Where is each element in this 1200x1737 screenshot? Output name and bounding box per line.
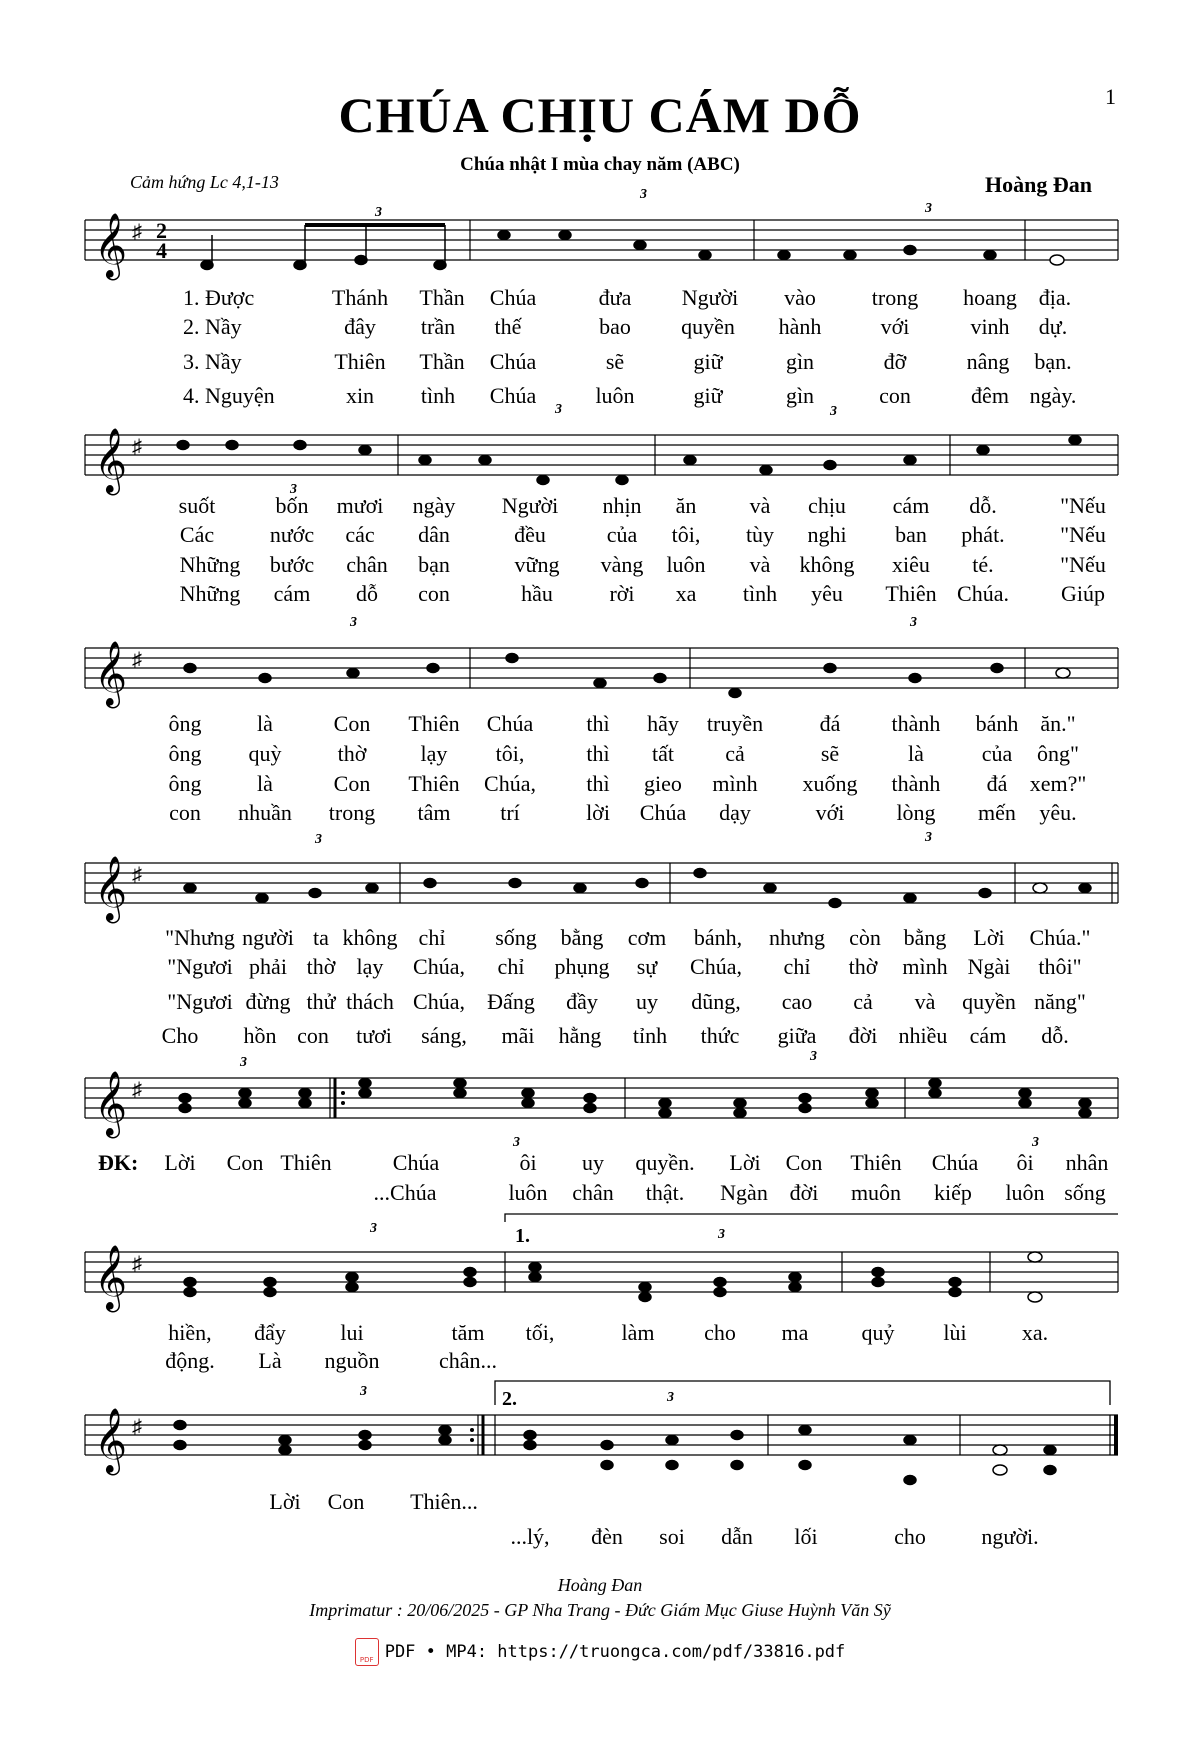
lyric: Thiên: [850, 1150, 902, 1175]
lyric: bốn: [275, 493, 309, 518]
lyric: Chúa: [489, 349, 537, 374]
svg-text:♯: ♯: [132, 221, 142, 243]
lyric: bằng: [560, 925, 604, 950]
lyric: truyền: [706, 711, 764, 736]
lyric: chịu: [808, 493, 846, 518]
svg-text:3: 3: [290, 482, 297, 497]
lyric: Chúa,: [690, 954, 742, 979]
lyric: sáng,: [421, 1023, 467, 1048]
lyric: luôn: [508, 1180, 548, 1205]
lyric: năng": [1034, 989, 1086, 1014]
lyric: đời: [848, 1023, 878, 1048]
lyric: dân: [418, 522, 450, 547]
lyric: Thiên: [408, 771, 460, 796]
svg-text:𝄞: 𝄞: [94, 1073, 128, 1135]
lyric: ăn: [675, 493, 697, 518]
lyric: thì: [586, 771, 610, 796]
svg-text:3: 3: [910, 615, 917, 630]
svg-text:3: 3: [240, 1055, 247, 1070]
lyric: Cho: [161, 1023, 199, 1048]
lyric: lạy: [420, 741, 448, 766]
lyric: quyền.: [635, 1150, 695, 1175]
lyric: 2. Nầy: [183, 314, 242, 339]
footer-imprimatur: Imprimatur : 20/06/2025 - GP Nha Trang - Đức Giám Mục Giuse Huỳnh Văn Sỹ: [309, 1600, 891, 1620]
lyric: con: [879, 383, 911, 408]
svg-text:♯: ♯: [132, 1253, 142, 1275]
lyric: "Nếu: [1060, 552, 1106, 577]
lyric: con: [418, 581, 450, 606]
lyric: Chúa.: [957, 581, 1009, 606]
lyric: thờ: [848, 954, 878, 979]
lyric: ban: [895, 522, 927, 547]
music-system-7: [0, 1385, 1200, 1555]
svg-text:3: 3: [315, 832, 322, 847]
lyric: ta: [313, 925, 329, 950]
lyric: đưa: [598, 285, 632, 310]
lyric: sống: [1064, 1180, 1106, 1205]
svg-text:♯: ♯: [132, 436, 142, 458]
svg-text:𝄞: 𝄞: [94, 1247, 128, 1309]
lyric: trong: [871, 285, 919, 310]
lyric: ăn.": [1040, 711, 1076, 736]
lyric: Con: [785, 1150, 823, 1175]
lyric: muôn: [850, 1180, 902, 1205]
lyric: Đấng: [487, 989, 535, 1014]
lyric: tâm: [417, 800, 451, 825]
lyric: động.: [165, 1348, 215, 1373]
lyric: giữ: [693, 383, 723, 408]
music-system-4: [0, 830, 1200, 1048]
lyric: tăm: [451, 1320, 485, 1345]
lyric: nâng: [966, 349, 1010, 374]
lyric: quỳ: [248, 741, 282, 766]
lyric: xuống: [802, 771, 858, 796]
lyric: cho: [704, 1320, 736, 1345]
lyric: Con: [327, 1489, 365, 1514]
lyric: "Ngươi: [167, 954, 233, 979]
lyric: xa.: [1021, 1320, 1049, 1345]
lyric: quyền: [681, 314, 735, 339]
lyric: hãy: [647, 711, 679, 736]
lyric: nước: [269, 522, 315, 547]
lyric: Chúa: [392, 1150, 440, 1175]
pdf-file-icon: [355, 1638, 379, 1666]
lyric: đầy: [566, 989, 598, 1014]
lyric: cơm: [627, 925, 667, 950]
lyric: và: [749, 552, 771, 577]
lyric: Chúa: [931, 1150, 979, 1175]
volta-label: 2.: [502, 1388, 517, 1410]
lyric: thì: [586, 741, 610, 766]
lyric: cám: [969, 1023, 1007, 1048]
lyric: Ngàn: [720, 1180, 768, 1205]
svg-text:3: 3: [810, 1049, 817, 1064]
lyric: đèn: [591, 1524, 623, 1549]
lyric: gìn: [785, 383, 815, 408]
lyric: rời: [609, 581, 635, 606]
lyric: và: [749, 493, 771, 518]
treble-clef-icon: 𝄞: [94, 215, 128, 277]
lyric: lòng: [896, 800, 936, 825]
lyric: đẩy: [254, 1320, 286, 1345]
lyric: địa.: [1038, 285, 1072, 310]
lyric: "Nếu: [1060, 493, 1106, 518]
footer-author: Hoàng Đan: [557, 1575, 643, 1595]
lyric: lui: [340, 1320, 364, 1345]
lyric: sẽ: [820, 741, 840, 766]
lyric: tôi,: [495, 741, 525, 766]
lyric: trần: [420, 314, 456, 339]
lyric: hằng: [558, 1023, 602, 1048]
lyric: hồn: [243, 1023, 277, 1048]
lyric: thành: [891, 711, 941, 736]
lyric: cám: [892, 493, 930, 518]
lyric: với: [815, 800, 845, 825]
lyric: trong: [328, 800, 376, 825]
svg-text:3: 3: [350, 615, 357, 630]
lyric: tất: [652, 741, 674, 766]
lyric: hiền,: [168, 1320, 212, 1345]
svg-text:♯: ♯: [132, 864, 142, 886]
svg-text:3: 3: [925, 201, 932, 216]
lyric: bạn.: [1034, 349, 1072, 374]
lyric: mãi: [501, 1023, 535, 1048]
volta-label: 1.: [515, 1225, 530, 1247]
lyric: Thần: [419, 285, 465, 310]
lyric: uy: [636, 989, 658, 1014]
lyric: thử: [306, 989, 336, 1014]
lyric: còn: [849, 925, 881, 950]
lyric: ông: [168, 771, 202, 796]
lyric: tình: [742, 581, 778, 606]
lyric: Chúa: [489, 285, 537, 310]
lyric: Là: [258, 1348, 282, 1373]
lyric: Những: [179, 581, 241, 606]
lyric: chân: [572, 1180, 614, 1205]
lyric: không: [342, 925, 398, 950]
svg-text:♯: ♯: [132, 1416, 142, 1438]
lyric: dỗ.: [1041, 1023, 1069, 1048]
lyric: "Nếu: [1060, 522, 1106, 547]
lyric: các: [345, 522, 375, 547]
lyric: chỉ: [497, 954, 525, 979]
svg-text:3: 3: [925, 830, 932, 845]
lyric: giữa: [777, 1023, 817, 1048]
lyric: lời: [586, 800, 610, 825]
lyric: không: [799, 552, 855, 577]
lyric: và: [914, 989, 936, 1014]
lyric: của: [981, 741, 1013, 766]
lyric: soi: [659, 1524, 685, 1549]
lyric: cao: [781, 989, 813, 1014]
lyric: yêu.: [1039, 800, 1077, 825]
lyric: Thánh: [331, 285, 389, 310]
lyric: đều: [514, 522, 546, 547]
lyric: ngày.: [1029, 383, 1077, 408]
lyric: là: [257, 711, 273, 736]
svg-text:𝄞: 𝄞: [94, 430, 128, 492]
lyric: té.: [972, 552, 994, 577]
lyric: mình: [712, 771, 758, 796]
lyric: thôi": [1038, 954, 1082, 979]
lyric: tình: [420, 383, 456, 408]
lyric: thách: [346, 989, 394, 1014]
svg-text:3: 3: [375, 205, 382, 220]
lyric: tối,: [525, 1320, 555, 1345]
lyric: Lời: [164, 1150, 196, 1175]
svg-text:♯: ♯: [132, 649, 142, 671]
lyric: bằng: [903, 925, 947, 950]
lyric: ma: [781, 1320, 809, 1345]
footer-download-link[interactable]: PDF • MP4: https://truongca.com/pdf/33816.pdf: [384, 1642, 846, 1662]
svg-text:𝄞: 𝄞: [94, 643, 128, 705]
lyric: đây: [344, 314, 376, 339]
lyric: Người: [501, 493, 559, 518]
lyric: là: [257, 771, 273, 796]
lyric: Con: [333, 771, 371, 796]
lyric: tôi,: [671, 522, 701, 547]
lyric: Lời: [269, 1489, 301, 1514]
footer-link-row: [0, 1638, 1200, 1666]
lyric: với: [880, 314, 910, 339]
lyric: ông": [1037, 741, 1079, 766]
lyric: Con: [333, 711, 371, 736]
lyric: bao: [599, 314, 631, 339]
lyric: dỗ: [356, 581, 378, 606]
lyric: người.: [981, 1524, 1039, 1549]
lyric: luôn: [1005, 1180, 1045, 1205]
svg-text:3: 3: [360, 1384, 367, 1399]
lyric: gieo: [644, 771, 682, 796]
lyric: quỷ: [861, 1320, 895, 1345]
lyric: chân...: [438, 1348, 498, 1373]
lyric: chân: [346, 552, 388, 577]
svg-text:♯: ♯: [132, 1079, 142, 1101]
lyric: hoang: [963, 285, 1017, 310]
lyric: bánh,: [693, 925, 743, 950]
lyric: hầu: [521, 581, 553, 606]
lyric: nguồn: [324, 1348, 380, 1373]
lyric: quyền: [962, 989, 1016, 1014]
lyric: người: [242, 925, 294, 950]
lyric: đá: [819, 711, 841, 736]
music-system-2: [0, 402, 1200, 615]
lyric: Thiên: [280, 1150, 332, 1175]
lyric: thì: [586, 711, 610, 736]
lyric: con: [169, 800, 201, 825]
scripture-inspiration: Cảm hứng Lc 4,1-13: [130, 172, 279, 192]
lyric: Chúa,: [413, 989, 465, 1014]
lyric: bạn: [418, 552, 450, 577]
svg-text:3: 3: [830, 404, 837, 419]
lyric: đời: [789, 1180, 819, 1205]
svg-text:3: 3: [718, 1227, 725, 1242]
lyric: 1. Được: [183, 285, 255, 310]
lyric: Thiên: [334, 349, 386, 374]
lyric: xa: [675, 581, 697, 606]
lyric: kiếp: [934, 1180, 972, 1205]
lyric: Những: [179, 552, 241, 577]
lyric: nhuần: [238, 800, 292, 825]
lyric: luôn: [595, 383, 635, 408]
lyric: ngày: [412, 493, 456, 518]
lyric: nhưng: [769, 925, 825, 950]
svg-text:𝄞: 𝄞: [94, 858, 128, 920]
lyric: sự: [636, 954, 658, 979]
lyric: vững: [514, 552, 560, 577]
lyric: dẫn: [721, 1524, 753, 1549]
lyric: Thiên: [408, 711, 460, 736]
lyric: thành: [891, 771, 941, 796]
lyric: thật.: [645, 1180, 685, 1205]
lyric: dự.: [1038, 314, 1068, 339]
lyric: xiêu: [892, 552, 930, 577]
lyric: phụng: [554, 954, 610, 979]
page-number: 1: [1105, 84, 1116, 109]
lyric: Người: [681, 285, 739, 310]
lyric: xem?": [1029, 771, 1087, 796]
lyric: lùi: [943, 1320, 967, 1345]
lyric: phát.: [961, 522, 1005, 547]
lyric: dỗ.: [969, 493, 997, 518]
lyric: đá: [986, 771, 1008, 796]
svg-text:𝄞: 𝄞: [94, 1410, 128, 1472]
lyric: Các: [179, 522, 215, 547]
lyric: thờ: [337, 741, 367, 766]
lyric: phải: [249, 954, 287, 979]
lyric: chỉ: [418, 925, 446, 950]
composer-name: Hoàng Đan: [985, 172, 1092, 197]
lyric: tươi: [356, 1023, 392, 1048]
lyric: Chúa: [639, 800, 687, 825]
lyric: yêu: [811, 581, 843, 606]
lyric: gìn: [785, 349, 815, 374]
lyric: nhịn: [602, 493, 642, 518]
lyric: ông: [168, 711, 202, 736]
lyric: Thần: [419, 349, 465, 374]
lyric: cám: [273, 581, 311, 606]
lyric: dạy: [719, 800, 751, 825]
music-system-5: [0, 1049, 1200, 1208]
lyric: Con: [226, 1150, 264, 1175]
lyric: cho: [894, 1524, 926, 1549]
svg-text:3: 3: [370, 1221, 377, 1236]
lyric: Ngài: [967, 954, 1011, 979]
lyric: sẽ: [605, 349, 625, 374]
music-system-6: [0, 1222, 1200, 1372]
music-system-1: [0, 187, 1200, 408]
lyric: là: [908, 741, 924, 766]
lyric: "Ngươi: [167, 989, 233, 1014]
lyric: vào: [784, 285, 816, 310]
lyric: thức: [700, 1023, 740, 1048]
lyric: lối: [794, 1524, 818, 1549]
lyric: bước: [269, 552, 315, 577]
svg-text:2: 2: [156, 218, 167, 243]
lyric: suốt: [178, 493, 216, 518]
lyric: luôn: [666, 552, 706, 577]
lyric: 3. Nầy: [183, 349, 242, 374]
lyric: Chúa: [489, 383, 537, 408]
lyric: Lời: [729, 1150, 761, 1175]
svg-text:3: 3: [667, 1390, 674, 1405]
refrain-label: ĐK:: [98, 1150, 139, 1175]
lyric: Thiên...: [410, 1489, 478, 1514]
lyric: uy: [582, 1150, 604, 1175]
lyric: ôi: [1016, 1150, 1034, 1175]
lyric: làm: [621, 1320, 655, 1345]
lyric: nghi: [807, 522, 847, 547]
song-title: CHÚA CHỊU CÁM DỖ: [338, 87, 862, 143]
lyric: hành: [778, 314, 822, 339]
lyric: con: [297, 1023, 329, 1048]
lyric: dũng,: [691, 989, 741, 1014]
lyric: trí: [500, 800, 520, 825]
lyric: mươi: [336, 493, 384, 518]
lyric: 4. Nguyện: [183, 383, 275, 408]
lyric: nhân: [1065, 1150, 1109, 1175]
lyric: ông: [168, 741, 202, 766]
lyric: thế: [494, 314, 522, 339]
lyric: Chúa.": [1029, 925, 1091, 950]
lyric: giữ: [693, 349, 723, 374]
lyric: Thiên: [885, 581, 937, 606]
lyric: Chúa: [486, 711, 534, 736]
lyric: mến: [978, 800, 1016, 825]
lyric: của: [606, 522, 638, 547]
lyric: thờ: [306, 954, 336, 979]
svg-text:3: 3: [640, 187, 647, 202]
lyric: nhiều: [898, 1023, 948, 1048]
lyric: cả: [725, 741, 745, 766]
lyric: đỡ: [883, 349, 907, 374]
lyric: sống: [495, 925, 537, 950]
svg-text:3: 3: [1032, 1135, 1039, 1150]
music-system-3: [0, 615, 1200, 828]
svg-text:3: 3: [555, 402, 562, 417]
lyric: vinh: [970, 314, 1010, 339]
lyric: chỉ: [783, 954, 811, 979]
lyric: xin: [345, 383, 375, 408]
svg-text:3: 3: [513, 1135, 520, 1150]
lyric: Lời: [973, 925, 1005, 950]
lyric: tùy: [745, 522, 775, 547]
lyric: ôi: [519, 1150, 537, 1175]
lyric: Chúa,: [413, 954, 465, 979]
lyric: Chúa,: [484, 771, 536, 796]
lyric: lạy: [356, 954, 384, 979]
lyric: mình: [902, 954, 948, 979]
lyric: "Nhưng: [165, 925, 235, 950]
lyric: đừng: [245, 989, 291, 1014]
lyric: ...lý,: [510, 1524, 550, 1549]
lyric: Giúp: [1061, 581, 1105, 606]
lyric: đêm: [971, 383, 1009, 408]
lyric: tỉnh: [632, 1023, 668, 1048]
svg-text:4: 4: [156, 238, 167, 263]
lyric: cả: [853, 989, 873, 1014]
lyric: bánh: [975, 711, 1019, 736]
song-subtitle: Chúa nhật I mùa chay năm (ABC): [460, 154, 740, 175]
lyric: ...Chúa: [373, 1180, 437, 1205]
lyric: vàng: [600, 552, 644, 577]
